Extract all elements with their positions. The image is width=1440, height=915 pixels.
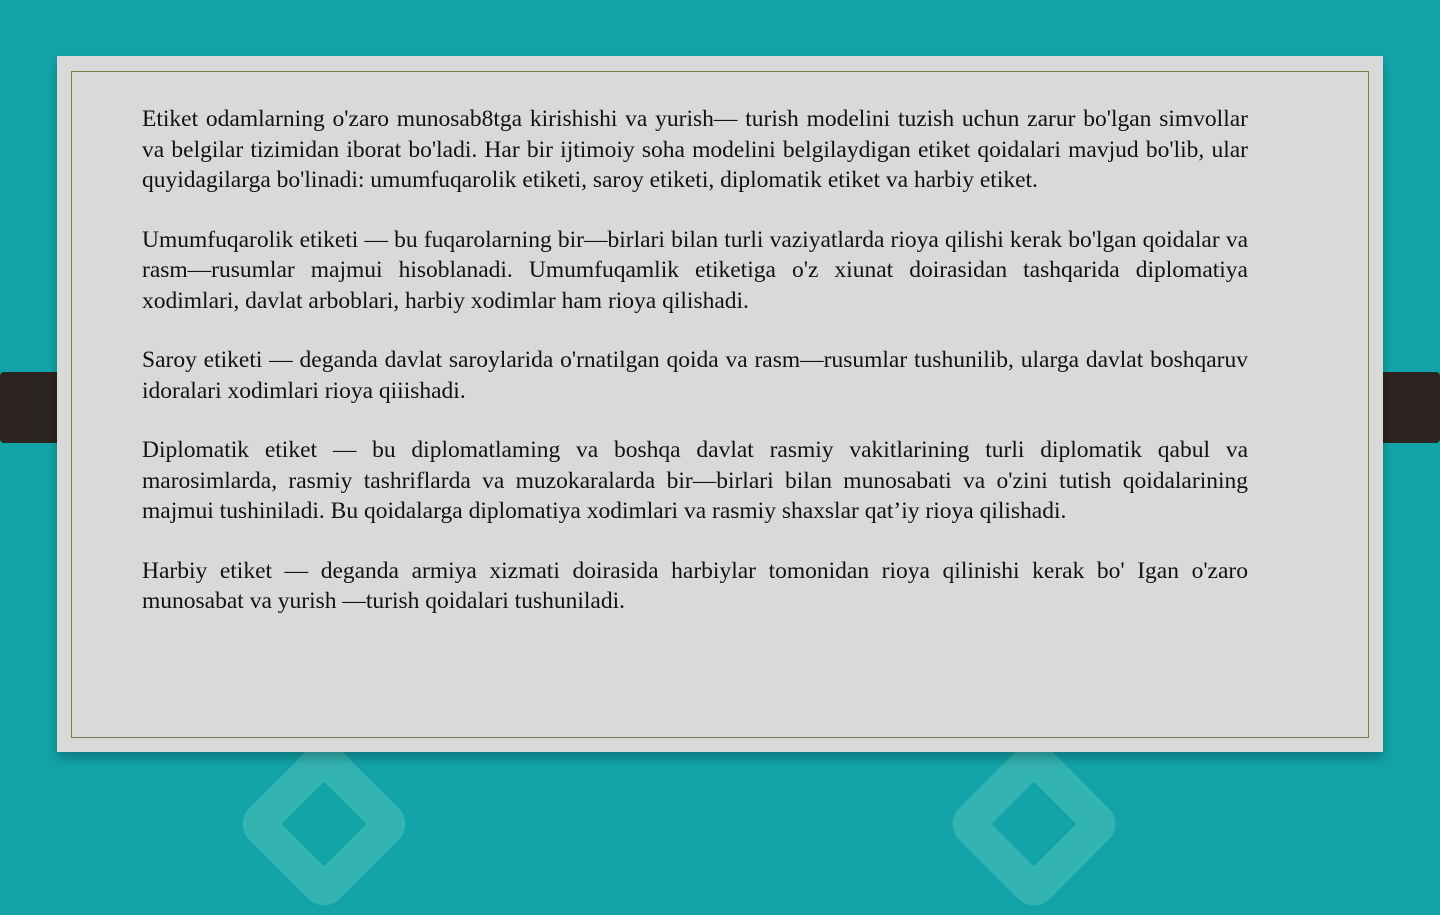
text-body — [142, 104, 1248, 646]
paragraph-etiket-intro: Etiket odamlarning o'zaro munosab8tga kirishishi va yurish— turish modelini tuzish uchun zarur bo'lgan simvollar va belgilar tizimidan iborat bo'ladi. Har bir ijtimoiy soha modelini belgilaydigan etiket qoidalari mavjud bo'lib, ular quyidagilarga bo'linadi: umumfuqarolik etiketi, saroy etiketi, diplomatik etiket va harbiy etiket. — [142, 106, 1248, 193]
paragraph-saroy-etiketi: Saroy etiketi — deganda davlat saroylarida o'rnatilgan qoida va rasm—rusumlar tushunilib, ularga davlat boshqaruv idoralari xodimlari rioya qiiishadi. — [142, 347, 1248, 404]
paragraph-harbiy-etiket: Harbiy etiket — deganda armiya xizmati doirasida harbiylar tomonidan rioya qilinishi kerak bo' Igan o'zaro munosabat va yurish —turish qoidalari tushuniladi. — [142, 557, 1248, 614]
content-card — [57, 56, 1383, 752]
paragraph-diplomatik-etiket: Diplomatik etiket — bu diplomatlaming va boshqa davlat rasmiy vakitlarining turli diplomatik qabul va marosimlarda, rasmiy tashriflarda va muzokaralarda bir—birlari bilan munosabati va o'zini tutish qoidalarining majmui tushiniladi. Bu qoidalarga diplomatiya xodimlari va rasmiy shaxslar qat’iy rioya qilishadi. — [142, 437, 1248, 524]
paragraph-umumfuqarolik-etiketi: Umumfuqarolik etiketi — bu fuqarolarning bir—birlari bilan turli vaziyatlarda rioya qilishi kerak bo'lgan qoidalar va rasm—rusumlar majmui hisoblanadi. Umumfuqamlik etiketiga o'z xiunat doirasidan tashqarida diplomatiya xodimlari, davlat arboblari, harbiy xodimlar ham rioya qilishadi. — [142, 226, 1248, 314]
